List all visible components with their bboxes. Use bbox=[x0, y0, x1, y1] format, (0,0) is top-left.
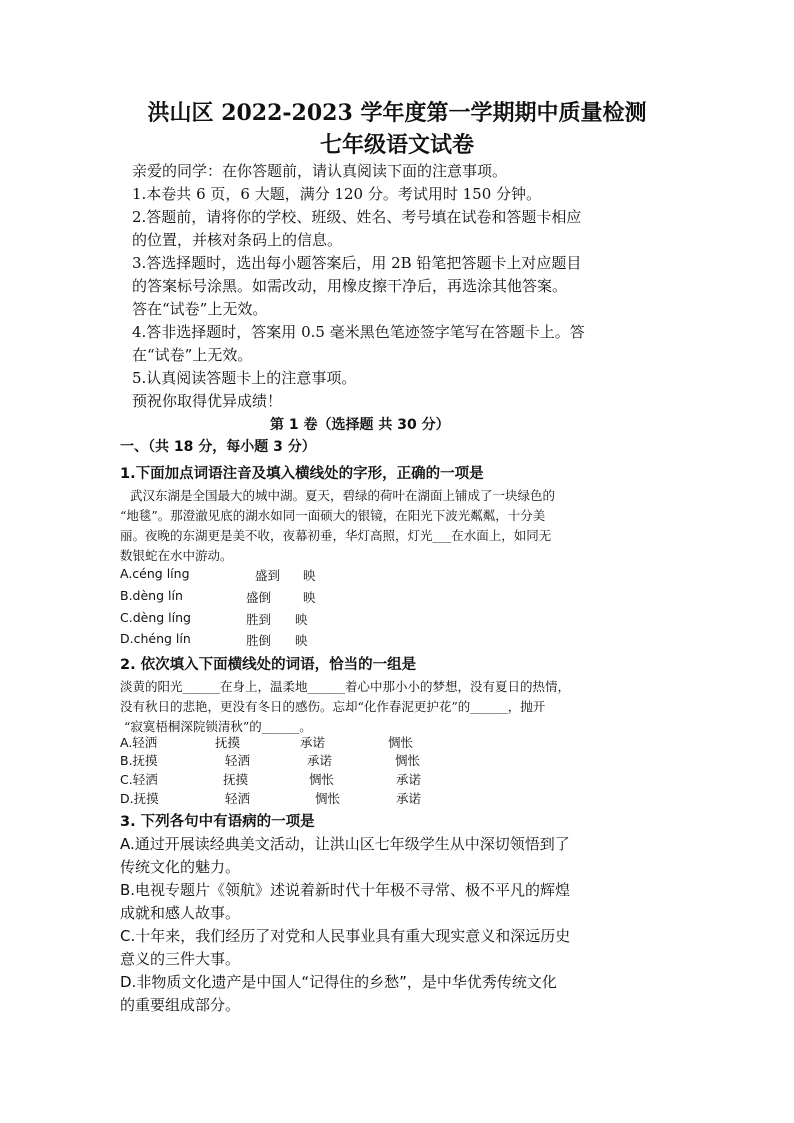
question-2-passage-line: “寂寞梧桐深院锁清秋”的______。 bbox=[124, 719, 312, 734]
question-3-option-line: 的重要组成部分。 bbox=[120, 996, 241, 1014]
option-word: 惆怅 bbox=[388, 735, 414, 750]
notice-line: 答在“试卷”上无效。 bbox=[132, 300, 268, 318]
option-pinyin: B.dèng lín bbox=[120, 588, 183, 603]
question-2-stem: 2. 依次填入下面横线处的词语，恰当的一组是 bbox=[120, 657, 417, 673]
question-1-stem: 1.下面加点词语注音及填入横线处的字形，正确的一项是 bbox=[120, 466, 484, 482]
question-3-option-line: A.通过开展读经典美文活动，让洪山区七年级学生从中深切领悟到了 bbox=[120, 835, 570, 853]
option-pinyin: A.céng líng bbox=[120, 566, 190, 581]
notice-line: 在“试卷”上无效。 bbox=[132, 346, 253, 364]
notice-line: 4.答非选择题时，答案用 0.5 毫米黑色笔迹签字笔写在答题卡上。答 bbox=[132, 323, 585, 341]
option-word: 映 bbox=[303, 590, 316, 605]
question-3-option-line: C.十年来，我们经历了对党和人民事业具有重大现实意义和深远历史 bbox=[120, 927, 571, 945]
notice-line: 5.认真阅读答题卡上的注意事项。 bbox=[132, 369, 357, 387]
notice-line: 预祝你取得优异成绩！ bbox=[132, 392, 283, 410]
section-heading: 一、（共 18 分，每小题 3 分） bbox=[120, 439, 316, 455]
option-word: 承诺 bbox=[300, 735, 326, 750]
option-word: 盛到 bbox=[255, 568, 281, 583]
option-word: D.抚摸 bbox=[120, 791, 159, 806]
question-3-option-line: B.电视专题片《领航》述说着新时代十年极不寻常、极不平凡的辉煌 bbox=[120, 881, 571, 899]
option-word: 惆怅 bbox=[395, 753, 421, 768]
question-1-passage-line: 数银蛇在水中游动。 bbox=[120, 548, 233, 563]
notice-line: 亲爱的同学：在你答题前，请认真阅读下面的注意事项。 bbox=[132, 162, 508, 180]
option-word: 胜倒 bbox=[246, 633, 272, 648]
option-word: C.轻洒 bbox=[120, 772, 158, 787]
option-word: 抚摸 bbox=[223, 772, 249, 787]
exam-subtitle: 七年级语文试卷 bbox=[319, 132, 474, 158]
option-pinyin: D.chéng lín bbox=[120, 631, 191, 646]
notice-line: 2.答题前，请将你的学校、班级、姓名、考号填在试卷和答题卡相应 bbox=[132, 208, 582, 226]
volume-title: 第 1 卷（选择题 共 30 分） bbox=[270, 417, 450, 433]
question-1-passage-line: 丽。夜晚的东湖更是美不收，夜幕初垂，华灯高照，灯光___在水面上，如同无 bbox=[120, 528, 552, 543]
option-word: B.抚摸 bbox=[120, 753, 158, 768]
option-word: A.轻洒 bbox=[120, 735, 158, 750]
question-3-option-line: 成就和感人故事。 bbox=[120, 904, 241, 922]
exam-title: 洪山区 2022-2023 学年度第一学期期中质量检测 bbox=[147, 100, 647, 126]
question-2-passage-line: 淡黄的阳光______在身上，温柔地______着心中那小小的梦想，没有夏日的热情， bbox=[120, 679, 571, 694]
option-word: 承诺 bbox=[307, 753, 333, 768]
option-word: 盛倒 bbox=[246, 590, 272, 605]
option-word: 胜到 bbox=[246, 612, 272, 627]
option-word: 承诺 bbox=[396, 772, 422, 787]
notice-line: 的位置，并核对条码上的信息。 bbox=[132, 231, 343, 249]
question-3-option-line: D.非物质文化遗产是中国人“记得住的乡愁”，是中华优秀传统文化 bbox=[120, 973, 557, 991]
question-3-stem: 3. 下列各句中有语病的一项是 bbox=[120, 814, 315, 830]
option-word: 惆怅 bbox=[315, 791, 341, 806]
question-3-option-line: 意义的三件大事。 bbox=[120, 950, 241, 968]
option-word: 抚摸 bbox=[215, 735, 241, 750]
option-word: 映 bbox=[303, 568, 316, 583]
question-3-option-line: 传统文化的魅力。 bbox=[120, 858, 241, 876]
question-1-passage-line: “地毯”。那澄澈见底的湖水如同一面硕大的银镜，在阳光下波光粼粼，十分美 bbox=[120, 508, 546, 523]
option-word: 惆怅 bbox=[309, 772, 335, 787]
option-word: 承诺 bbox=[396, 791, 422, 806]
option-word: 轻洒 bbox=[225, 753, 251, 768]
option-word: 映 bbox=[295, 633, 308, 648]
notice-line: 3.答选择题时，选出每小题答案后，用 2B 铅笔把答题卡上对应题目 bbox=[132, 254, 582, 272]
option-word: 映 bbox=[295, 612, 308, 627]
notice-line: 的答案标号涂黑。如需改动，用橡皮擦干净后，再选涂其他答案。 bbox=[132, 277, 568, 295]
option-pinyin: C.dèng líng bbox=[120, 610, 191, 625]
option-word: 轻洒 bbox=[225, 791, 251, 806]
question-1-passage-line: 武汉东湖是全国最大的城中湖。夏天，碧绿的荷叶在湖面上铺成了一块绿色的 bbox=[130, 488, 556, 503]
notice-line: 1.本卷共 6 页，6 大题，满分 120 分。考试用时 150 分钟。 bbox=[132, 185, 542, 203]
question-2-passage-line: 没有秋日的悲艳，更没有冬日的感伤。忘却“化作春泥更护花”的______，抛开 bbox=[120, 699, 546, 714]
